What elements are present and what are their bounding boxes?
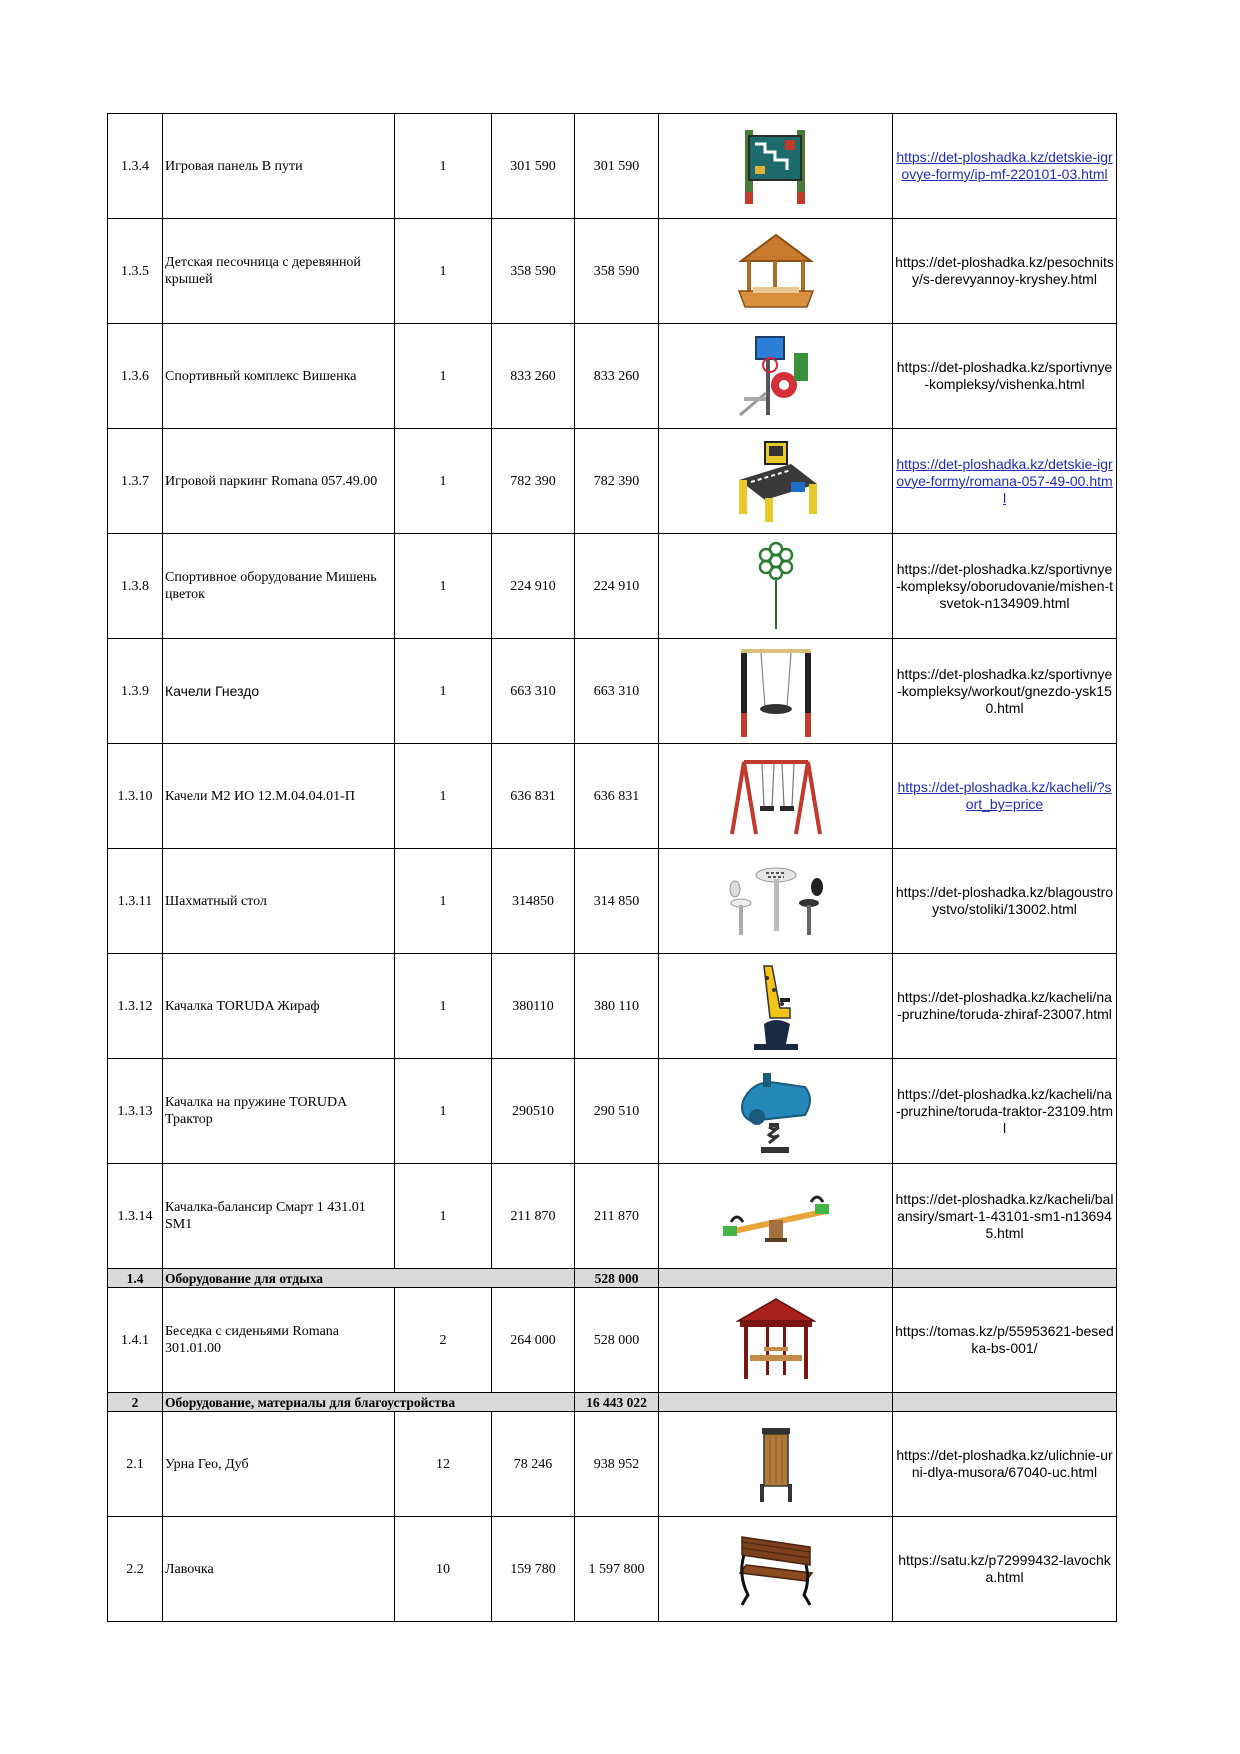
empty-cell <box>893 1393 1117 1412</box>
item-image <box>659 429 893 534</box>
item-unit-price: 782 390 <box>492 429 575 534</box>
item-total: 528 000 <box>575 1288 659 1393</box>
item-image <box>659 954 893 1059</box>
item-total: 301 590 <box>575 114 659 219</box>
item-total: 211 870 <box>575 1164 659 1269</box>
item-total: 938 952 <box>575 1412 659 1517</box>
item-total: 314 850 <box>575 849 659 954</box>
item-quantity: 1 <box>395 429 492 534</box>
play-panel-icon <box>741 126 811 206</box>
table-row <box>108 1412 1117 1517</box>
table-row <box>108 534 1117 639</box>
equipment-table <box>107 113 1117 1622</box>
bench-icon <box>736 1529 816 1609</box>
sandbox-icon <box>731 231 821 311</box>
item-name: Игровой паркинг Romana 057.49.00 <box>163 429 395 534</box>
product-url: https://det-ploshadka.kz/sportivnye-kompleksy/vishenka.html <box>896 359 1113 392</box>
item-unit-price: 224 910 <box>492 534 575 639</box>
nest-swing-icon <box>731 643 821 739</box>
item-unit-price: 314850 <box>492 849 575 954</box>
item-link <box>893 324 1117 429</box>
table-row <box>108 114 1117 219</box>
item-name: Игровая панель В пути <box>163 114 395 219</box>
item-unit-price: 663 310 <box>492 639 575 744</box>
empty-cell <box>893 1269 1117 1288</box>
item-link <box>893 1288 1117 1393</box>
chess-table-icon <box>721 861 831 941</box>
section-total: 528 000 <box>575 1269 659 1288</box>
item-unit-price: 159 780 <box>492 1517 575 1622</box>
item-name: Спортивный комплекс Вишенка <box>163 324 395 429</box>
item-quantity: 1 <box>395 1059 492 1164</box>
table-row <box>108 849 1117 954</box>
row-number: 1.4 <box>108 1269 163 1288</box>
row-number: 1.3.13 <box>108 1059 163 1164</box>
item-unit-price: 358 590 <box>492 219 575 324</box>
item-total: 380 110 <box>575 954 659 1059</box>
item-image <box>659 114 893 219</box>
item-link <box>893 114 1117 219</box>
row-number: 1.3.8 <box>108 534 163 639</box>
row-number: 1.3.12 <box>108 954 163 1059</box>
item-quantity: 1 <box>395 849 492 954</box>
item-link <box>893 219 1117 324</box>
item-image <box>659 1517 893 1622</box>
double-swing-icon <box>724 756 828 836</box>
item-link <box>893 849 1117 954</box>
gazebo-icon <box>736 1297 816 1383</box>
product-url[interactable]: https://det-ploshadka.kz/detskie-igrovye-formy/romana-057-49-00.html <box>896 455 1113 506</box>
row-number: 2 <box>108 1393 163 1412</box>
item-link <box>893 534 1117 639</box>
item-quantity: 1 <box>395 954 492 1059</box>
item-quantity: 1 <box>395 324 492 429</box>
item-name: Качалка-балансир Смарт 1 431.01 SM1 <box>163 1164 395 1269</box>
item-name: Детская песочница с деревянной крышей <box>163 219 395 324</box>
row-number: 1.3.14 <box>108 1164 163 1269</box>
item-image <box>659 849 893 954</box>
item-link <box>893 954 1117 1059</box>
sport-complex-icon <box>736 333 816 419</box>
item-unit-price: 78 246 <box>492 1412 575 1517</box>
row-number: 1.3.7 <box>108 429 163 534</box>
product-url: https://det-ploshadka.kz/pesochnitsy/s-derevyannoy-kryshey.html <box>895 254 1114 287</box>
product-url: https://det-ploshadka.kz/kacheli/na-pruzhine/toruda-zhiraf-23007.html <box>897 989 1112 1022</box>
table-row <box>108 639 1117 744</box>
item-total: 358 590 <box>575 219 659 324</box>
item-name: Качели Гнездо <box>163 639 395 744</box>
product-url[interactable]: https://det-ploshadka.kz/detskie-igrovye-formy/ip-mf-220101-03.html <box>896 149 1113 182</box>
target-flower-icon <box>753 541 799 631</box>
row-number: 1.3.5 <box>108 219 163 324</box>
trash-bin-icon <box>756 1424 796 1504</box>
item-link <box>893 1517 1117 1622</box>
giraffe-rocker-icon <box>746 958 806 1054</box>
product-url[interactable]: https://det-ploshadka.kz/kacheli/?sort_by=price <box>897 779 1112 812</box>
item-link <box>893 639 1117 744</box>
section-title: Оборудование для отдыха <box>163 1269 575 1288</box>
item-name: Качалка на пружине TORUDA Трактор <box>163 1059 395 1164</box>
product-url: https://tomas.kz/p/55953621-besedka-bs-001/ <box>895 1323 1114 1356</box>
product-url: https://det-ploshadka.kz/sportivnye-kompleksy/oborudovanie/mishen-tsvetok-n134909.html <box>895 560 1114 611</box>
item-image <box>659 219 893 324</box>
item-name: Лавочка <box>163 1517 395 1622</box>
item-image <box>659 1412 893 1517</box>
item-total: 290 510 <box>575 1059 659 1164</box>
item-total: 833 260 <box>575 324 659 429</box>
item-name: Качалка TORUDA Жираф <box>163 954 395 1059</box>
section-row <box>108 1393 1117 1412</box>
item-image <box>659 744 893 849</box>
item-total: 1 597 800 <box>575 1517 659 1622</box>
table-row <box>108 429 1117 534</box>
seesaw-icon <box>721 1186 831 1246</box>
item-link <box>893 744 1117 849</box>
item-image <box>659 1059 893 1164</box>
item-image <box>659 1164 893 1269</box>
item-total: 782 390 <box>575 429 659 534</box>
row-number: 1.3.10 <box>108 744 163 849</box>
product-url: https://det-ploshadka.kz/ulichnie-urni-dlya-musora/67040-uc.html <box>896 1447 1113 1480</box>
item-unit-price: 833 260 <box>492 324 575 429</box>
product-url: https://det-ploshadka.kz/kacheli/na-pruzhine/toruda-traktor-23109.html <box>895 1085 1114 1136</box>
item-unit-price: 264 000 <box>492 1288 575 1393</box>
item-quantity: 1 <box>395 639 492 744</box>
product-url: https://det-ploshadka.kz/kacheli/balansiry/smart-1-43101-sm1-n136945.html <box>895 1190 1114 1241</box>
item-image <box>659 1288 893 1393</box>
empty-cell <box>659 1393 893 1412</box>
item-name: Беседка с сиденьями Romana 301.01.00 <box>163 1288 395 1393</box>
item-unit-price: 380110 <box>492 954 575 1059</box>
product-url: https://det-ploshadka.kz/sportivnye-kompleksy/workout/gnezdo-ysk150.html <box>896 665 1113 716</box>
item-unit-price: 290510 <box>492 1059 575 1164</box>
row-number: 2.2 <box>108 1517 163 1622</box>
item-link <box>893 1059 1117 1164</box>
table-row <box>108 954 1117 1059</box>
empty-cell <box>659 1269 893 1288</box>
item-image <box>659 639 893 744</box>
item-quantity: 1 <box>395 1164 492 1269</box>
item-link <box>893 1164 1117 1269</box>
row-number: 1.3.4 <box>108 114 163 219</box>
item-name: Спортивное оборудование Мишень цветок <box>163 534 395 639</box>
row-number: 1.3.6 <box>108 324 163 429</box>
table-row <box>108 324 1117 429</box>
item-quantity: 2 <box>395 1288 492 1393</box>
item-quantity: 1 <box>395 114 492 219</box>
table-row <box>108 219 1117 324</box>
item-name: Шахматный стол <box>163 849 395 954</box>
item-name: Качели М2 ИО 12.М.04.04.01-П <box>163 744 395 849</box>
item-image <box>659 324 893 429</box>
item-total: 636 831 <box>575 744 659 849</box>
table-row <box>108 1517 1117 1622</box>
section-total: 16 443 022 <box>575 1393 659 1412</box>
item-total: 224 910 <box>575 534 659 639</box>
item-quantity: 1 <box>395 744 492 849</box>
item-image <box>659 534 893 639</box>
item-unit-price: 301 590 <box>492 114 575 219</box>
table-row <box>108 744 1117 849</box>
section-title: Оборудование, материалы для благоустройства <box>163 1393 575 1412</box>
product-url: https://det-ploshadka.kz/blagoustroystvo/stoliki/13002.html <box>895 884 1114 917</box>
item-link <box>893 1412 1117 1517</box>
tractor-rocker-icon <box>733 1065 819 1157</box>
item-unit-price: 211 870 <box>492 1164 575 1269</box>
item-quantity: 12 <box>395 1412 492 1517</box>
row-number: 1.3.11 <box>108 849 163 954</box>
product-url: https://satu.kz/p72999432-lavochka.html <box>898 1552 1111 1585</box>
row-number: 2.1 <box>108 1412 163 1517</box>
item-quantity: 10 <box>395 1517 492 1622</box>
item-quantity: 1 <box>395 534 492 639</box>
row-number: 1.4.1 <box>108 1288 163 1393</box>
parking-icon <box>731 438 821 524</box>
table-row <box>108 1059 1117 1164</box>
item-unit-price: 636 831 <box>492 744 575 849</box>
table-row <box>108 1164 1117 1269</box>
item-link <box>893 429 1117 534</box>
section-row <box>108 1269 1117 1288</box>
item-total: 663 310 <box>575 639 659 744</box>
item-name: Урна Гео, Дуб <box>163 1412 395 1517</box>
table-row <box>108 1288 1117 1393</box>
item-quantity: 1 <box>395 219 492 324</box>
row-number: 1.3.9 <box>108 639 163 744</box>
